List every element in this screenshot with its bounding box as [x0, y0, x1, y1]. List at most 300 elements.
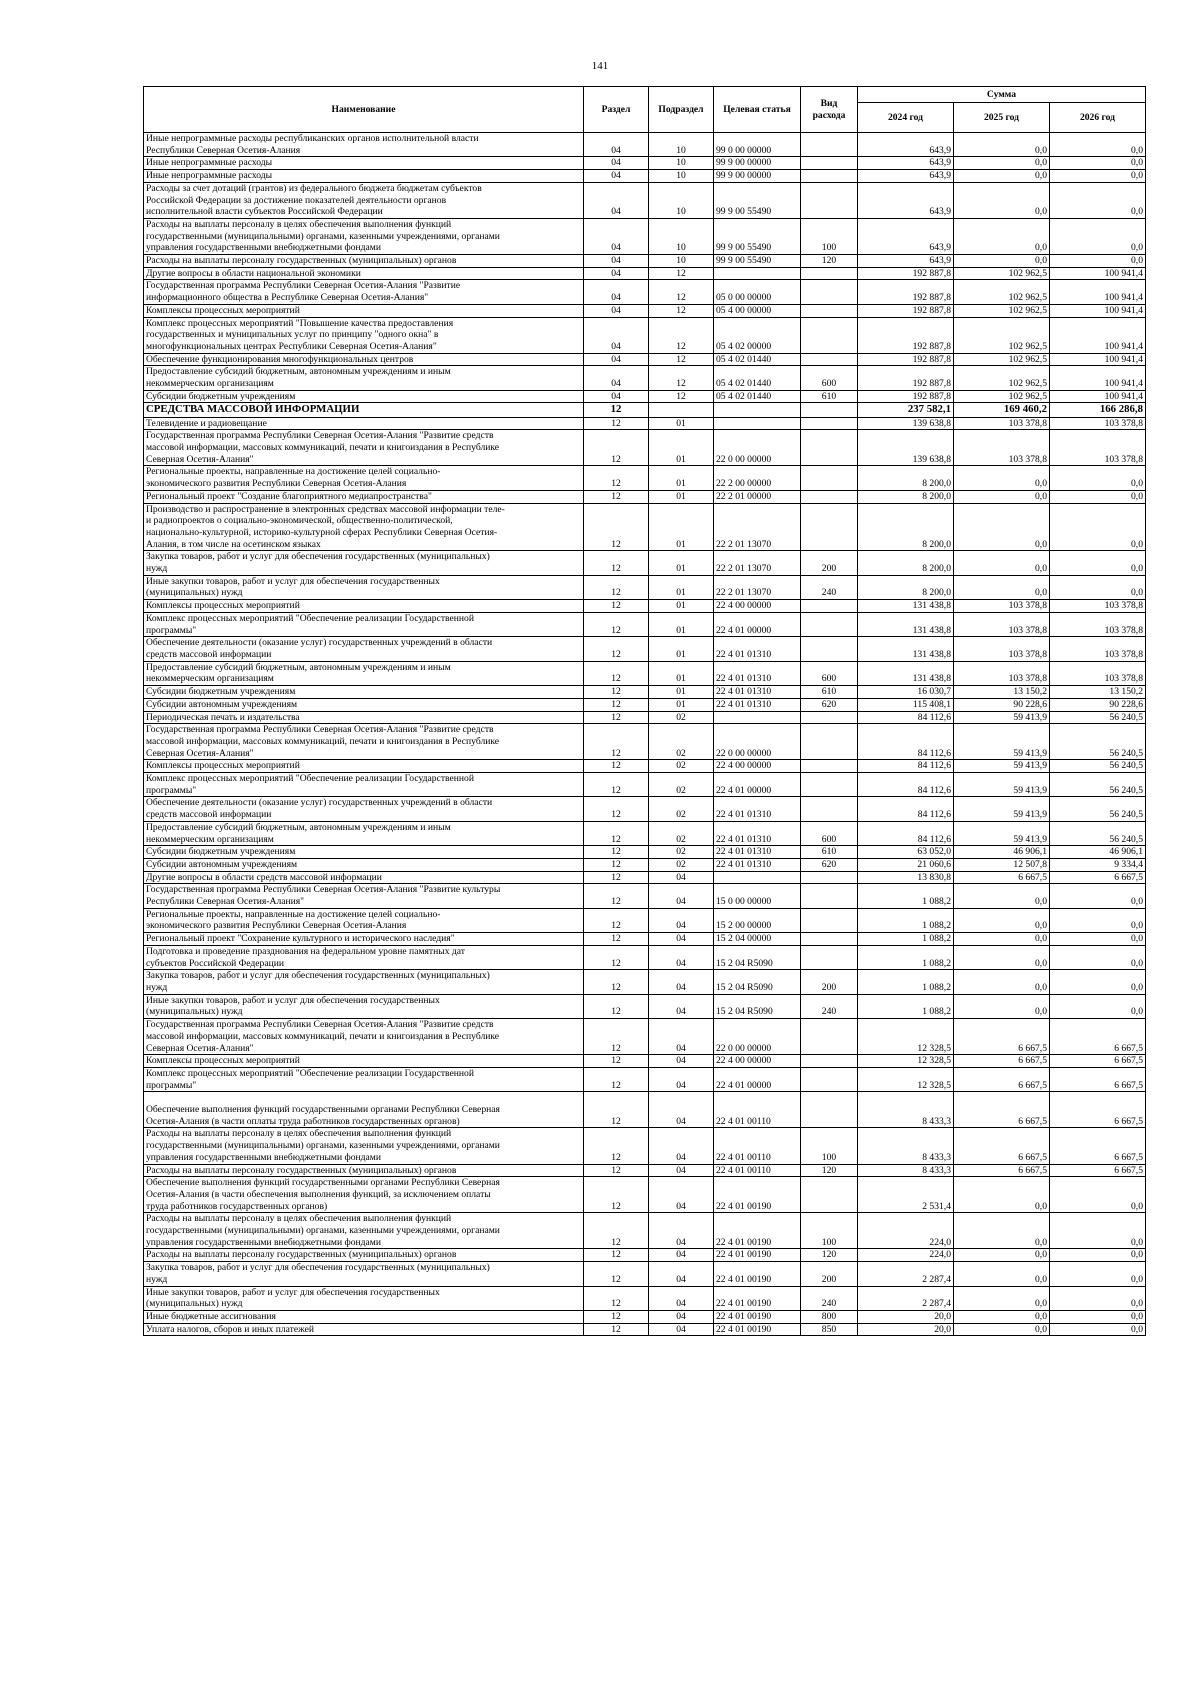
cell-type	[801, 1177, 858, 1213]
cell-name: Субсидии автономным учреждениям	[144, 698, 584, 711]
table-row	[144, 403, 1146, 417]
cell-2025: 102 962,5	[954, 280, 1050, 304]
cell-target: 22 4 01 00190	[714, 1213, 801, 1249]
cell-target	[714, 267, 801, 280]
cell-section: 12	[584, 871, 649, 884]
cell-target: 99 9 00 55490	[714, 182, 801, 218]
cell-section: 12	[584, 1092, 649, 1128]
table-row	[144, 1323, 1146, 1336]
cell-name: Комплексы процессных мероприятий	[144, 600, 584, 613]
cell-2026: 0,0	[1050, 1249, 1146, 1262]
cell-section: 12	[584, 1177, 649, 1213]
cell-2025: 90 228,6	[954, 698, 1050, 711]
cell-2024: 21 060,6	[858, 858, 954, 871]
cell-section: 12	[584, 403, 649, 417]
cell-2025: 0,0	[954, 994, 1050, 1018]
cell-name: Субсидии бюджетным учреждениям	[144, 686, 584, 699]
cell-2025: 102 962,5	[954, 267, 1050, 280]
table-row	[144, 970, 1146, 994]
table-row	[144, 503, 1146, 551]
cell-type: 610	[801, 846, 858, 859]
table-row	[144, 821, 1146, 845]
cell-2025: 46 906,1	[954, 846, 1050, 859]
cell-name: Другие вопросы в области национальной экономики	[144, 267, 584, 280]
cell-name: Расходы за счет дотаций (грантов) из федерального бюджета бюджетам субъектов Российской Федерации за достижение показателей деятельности органов исполнительной власти субъектов Российской Федерации	[144, 182, 584, 218]
cell-name: Региональный проект "Создание благоприятного медиапространства"	[144, 490, 584, 503]
cell-2025: 59 413,9	[954, 773, 1050, 797]
cell-2025: 0,0	[954, 1262, 1050, 1286]
cell-type	[801, 280, 858, 304]
cell-subsection: 01	[649, 698, 714, 711]
cell-type	[801, 157, 858, 170]
table-row	[144, 490, 1146, 503]
cell-subsection: 12	[649, 304, 714, 317]
cell-2025: 102 962,5	[954, 353, 1050, 366]
cell-section: 12	[584, 1067, 649, 1091]
cell-name: Субсидии бюджетным учреждениям	[144, 390, 584, 403]
cell-name: Предоставление субсидий бюджетным, автономным учреждениям и иным некоммерческим организациям	[144, 821, 584, 845]
cell-target: 99 9 00 55490	[714, 218, 801, 254]
cell-2024: 131 438,8	[858, 600, 954, 613]
cell-type	[801, 1092, 858, 1128]
cell-2026: 0,0	[1050, 1177, 1146, 1213]
cell-subsection: 01	[649, 612, 714, 636]
cell-target: 22 4 01 01310	[714, 686, 801, 699]
cell-section: 04	[584, 170, 649, 183]
cell-target: 22 4 00 00000	[714, 760, 801, 773]
cell-name: Расходы на выплаты персоналу в целях обеспечения выполнения функций государственными (муниципальными) органами, казенными учреждениями, органами управления государственными внебюджетными фондами	[144, 218, 584, 254]
cell-2024: 63 052,0	[858, 846, 954, 859]
cell-type	[801, 490, 858, 503]
cell-type	[801, 711, 858, 724]
cell-name: Телевидение и радиовещание	[144, 417, 584, 430]
cell-type	[801, 945, 858, 969]
cell-subsection: 04	[649, 970, 714, 994]
cell-target: 22 4 01 00190	[714, 1177, 801, 1213]
cell-2024: 192 887,8	[858, 317, 954, 353]
cell-2024: 139 638,8	[858, 430, 954, 466]
cell-section: 12	[584, 661, 649, 685]
cell-target: 15 2 00 00000	[714, 908, 801, 932]
cell-section: 12	[584, 637, 649, 661]
cell-target: 22 4 01 00190	[714, 1249, 801, 1262]
cell-2025: 0,0	[954, 490, 1050, 503]
cell-type: 120	[801, 1164, 858, 1177]
cell-2024: 20,0	[858, 1310, 954, 1323]
cell-2026: 6 667,5	[1050, 871, 1146, 884]
cell-section: 12	[584, 1213, 649, 1249]
cell-type: 100	[801, 1128, 858, 1164]
cell-name: Государственная программа Республики Северная Осетия-Алания "Развитие средств массовой информации, массовых коммуникаций, печати и книгоиздания в Республике Северная Осетия-Алания"	[144, 1019, 584, 1055]
cell-section: 12	[584, 600, 649, 613]
cell-2026: 0,0	[1050, 133, 1146, 157]
cell-type	[801, 637, 858, 661]
cell-2026: 0,0	[1050, 884, 1146, 908]
cell-2024: 8 200,0	[858, 551, 954, 575]
cell-type: 610	[801, 686, 858, 699]
table-row	[144, 430, 1146, 466]
cell-name: Иные непрограммные расходы республиканских органов исполнительной власти Республики Северная Осетия-Алания	[144, 133, 584, 157]
cell-subsection: 01	[649, 503, 714, 551]
cell-2026: 100 941,4	[1050, 390, 1146, 403]
cell-target: 22 4 01 00110	[714, 1164, 801, 1177]
cell-type: 240	[801, 575, 858, 599]
cell-subsection: 04	[649, 908, 714, 932]
cell-target: 22 0 00 00000	[714, 430, 801, 466]
cell-2024: 84 112,6	[858, 797, 954, 821]
cell-2024: 13 830,8	[858, 871, 954, 884]
cell-2026: 0,0	[1050, 218, 1146, 254]
cell-2025: 103 378,8	[954, 430, 1050, 466]
cell-section: 12	[584, 1164, 649, 1177]
cell-2024: 8 200,0	[858, 490, 954, 503]
cell-type	[801, 884, 858, 908]
cell-name: СРЕДСТВА МАССОВОЙ ИНФОРМАЦИИ	[144, 403, 584, 417]
cell-2025: 102 962,5	[954, 317, 1050, 353]
cell-2025: 0,0	[954, 1310, 1050, 1323]
cell-target: 22 4 01 01310	[714, 821, 801, 845]
cell-section: 04	[584, 182, 649, 218]
cell-subsection: 04	[649, 945, 714, 969]
cell-target: 22 4 01 01310	[714, 661, 801, 685]
table-row	[144, 773, 1146, 797]
cell-subsection: 04	[649, 884, 714, 908]
cell-target: 99 0 00 00000	[714, 133, 801, 157]
cell-2026: 56 240,5	[1050, 760, 1146, 773]
header-type: Вид расхода	[801, 87, 858, 133]
table-row	[144, 994, 1146, 1018]
cell-section: 12	[584, 1019, 649, 1055]
cell-type	[801, 1019, 858, 1055]
table-row	[144, 366, 1146, 390]
table-row	[144, 157, 1146, 170]
cell-section: 12	[584, 551, 649, 575]
cell-2026: 56 240,5	[1050, 711, 1146, 724]
cell-name: Субсидии автономным учреждениям	[144, 858, 584, 871]
cell-target: 22 4 01 01310	[714, 698, 801, 711]
cell-section: 04	[584, 267, 649, 280]
cell-target: 15 2 04 R5090	[714, 994, 801, 1018]
table-row	[144, 1249, 1146, 1262]
cell-type: 100	[801, 1213, 858, 1249]
table-row	[144, 1262, 1146, 1286]
cell-2024: 192 887,8	[858, 353, 954, 366]
cell-type	[801, 600, 858, 613]
cell-target: 22 4 01 00190	[714, 1286, 801, 1310]
header-2024: 2024 год	[858, 103, 954, 133]
table-row	[144, 846, 1146, 859]
cell-2025: 0,0	[954, 1323, 1050, 1336]
table-row	[144, 280, 1146, 304]
cell-target: 15 2 04 00000	[714, 933, 801, 946]
cell-2026: 100 941,4	[1050, 317, 1146, 353]
cell-name: Комплексы процессных мероприятий	[144, 1055, 584, 1068]
cell-target: 22 2 01 13070	[714, 503, 801, 551]
cell-target: 05 4 02 01440	[714, 353, 801, 366]
cell-name: Комплексы процессных мероприятий	[144, 760, 584, 773]
cell-2025: 102 962,5	[954, 304, 1050, 317]
cell-2024: 1 088,2	[858, 970, 954, 994]
cell-section: 12	[584, 1128, 649, 1164]
cell-type	[801, 612, 858, 636]
cell-2024: 84 112,6	[858, 711, 954, 724]
cell-name: Субсидии бюджетным учреждениям	[144, 846, 584, 859]
cell-2026: 56 240,5	[1050, 797, 1146, 821]
cell-2026: 6 667,5	[1050, 1067, 1146, 1091]
budget-table	[143, 86, 1146, 1336]
table-row	[144, 466, 1146, 490]
cell-2024: 643,9	[858, 182, 954, 218]
cell-name: Периодическая печать и издательства	[144, 711, 584, 724]
cell-2026: 0,0	[1050, 970, 1146, 994]
cell-2026: 0,0	[1050, 1323, 1146, 1336]
cell-type	[801, 170, 858, 183]
table-row	[144, 1310, 1146, 1323]
cell-subsection: 04	[649, 1323, 714, 1336]
cell-target	[714, 403, 801, 417]
cell-2026: 56 240,5	[1050, 821, 1146, 845]
table-row	[144, 1286, 1146, 1310]
cell-type: 850	[801, 1323, 858, 1336]
cell-type: 600	[801, 821, 858, 845]
cell-target: 22 4 01 00000	[714, 612, 801, 636]
cell-section: 12	[584, 724, 649, 760]
cell-section: 12	[584, 773, 649, 797]
cell-2024: 12 328,5	[858, 1055, 954, 1068]
cell-2025: 6 667,5	[954, 1092, 1050, 1128]
cell-target: 05 4 02 01440	[714, 366, 801, 390]
header-section: Раздел	[584, 87, 649, 133]
cell-2026: 56 240,5	[1050, 773, 1146, 797]
cell-section: 12	[584, 466, 649, 490]
cell-type	[801, 403, 858, 417]
cell-2025: 0,0	[954, 908, 1050, 932]
cell-name: Расходы на выплаты персоналу государственных (муниципальных) органов	[144, 255, 584, 268]
table-row	[144, 317, 1146, 353]
cell-name: Уплата налогов, сборов и иных платежей	[144, 1323, 584, 1336]
cell-2025: 59 413,9	[954, 821, 1050, 845]
cell-2026: 56 240,5	[1050, 724, 1146, 760]
cell-subsection: 04	[649, 1262, 714, 1286]
cell-section: 12	[584, 612, 649, 636]
cell-2026: 100 941,4	[1050, 366, 1146, 390]
cell-section: 04	[584, 317, 649, 353]
cell-2024: 16 030,7	[858, 686, 954, 699]
cell-section: 12	[584, 821, 649, 845]
cell-type: 120	[801, 255, 858, 268]
cell-name: Государственная программа Республики Северная Осетия-Алания "Развитие средств массовой информации, массовых коммуникаций, печати и книгоиздания в Республике Северная Осетия-Алания"	[144, 724, 584, 760]
cell-name: Обеспечение выполнения функций государственными органами Республики Северная Осетия-Алания (в части обеспечения выполнения функций, за исключением оплаты труда работников государственных органов)	[144, 1177, 584, 1213]
cell-2026: 103 378,8	[1050, 417, 1146, 430]
cell-2026: 46 906,1	[1050, 846, 1146, 859]
cell-2026: 0,0	[1050, 466, 1146, 490]
cell-2024: 20,0	[858, 1323, 954, 1336]
cell-name: Комплекс процессных мероприятий "Обеспечение реализации Государственной программы"	[144, 612, 584, 636]
cell-target: 15 2 04 R5090	[714, 970, 801, 994]
table-row	[144, 1213, 1146, 1249]
cell-target: 22 4 00 00000	[714, 600, 801, 613]
cell-2026: 0,0	[1050, 908, 1146, 932]
table-row	[144, 1128, 1146, 1164]
cell-section: 12	[584, 908, 649, 932]
cell-section: 12	[584, 503, 649, 551]
cell-2026: 0,0	[1050, 1262, 1146, 1286]
cell-type	[801, 182, 858, 218]
cell-type: 600	[801, 366, 858, 390]
cell-name: Комплекс процессных мероприятий "Обеспечение реализации Государственной программы"	[144, 1067, 584, 1091]
cell-subsection: 10	[649, 182, 714, 218]
table-row	[144, 218, 1146, 254]
cell-2025: 59 413,9	[954, 724, 1050, 760]
table-row	[144, 945, 1146, 969]
cell-name: Региональный проект "Сохранение культурного и исторического наследия"	[144, 933, 584, 946]
cell-type	[801, 503, 858, 551]
cell-2026: 6 667,5	[1050, 1092, 1146, 1128]
table-row	[144, 417, 1146, 430]
cell-2024: 84 112,6	[858, 760, 954, 773]
cell-2024: 8 200,0	[858, 466, 954, 490]
cell-2025: 0,0	[954, 1286, 1050, 1310]
cell-target: 99 9 00 00000	[714, 170, 801, 183]
cell-type: 100	[801, 218, 858, 254]
cell-subsection: 04	[649, 1177, 714, 1213]
cell-type	[801, 760, 858, 773]
table-row	[144, 637, 1146, 661]
cell-2024: 84 112,6	[858, 724, 954, 760]
cell-2024: 1 088,2	[858, 994, 954, 1018]
cell-2026: 9 334,4	[1050, 858, 1146, 871]
table-row	[144, 661, 1146, 685]
cell-2026: 103 378,8	[1050, 430, 1146, 466]
cell-2024: 131 438,8	[858, 637, 954, 661]
cell-name: Иные закупки товаров, работ и услуг для обеспечения государственных (муниципальных) нужд	[144, 575, 584, 599]
cell-name: Комплекс процессных мероприятий "Повышение качества предоставления государственных и муниципальных услуг по принципу "одного окна" в многофункциональных центрах Республики Северная Осетия-Алания"	[144, 317, 584, 353]
header-subsection: Подраздел	[649, 87, 714, 133]
cell-type	[801, 773, 858, 797]
cell-subsection: 02	[649, 797, 714, 821]
cell-section: 12	[584, 686, 649, 699]
table-row	[144, 797, 1146, 821]
cell-2026: 100 941,4	[1050, 353, 1146, 366]
cell-type	[801, 1067, 858, 1091]
cell-target: 22 0 00 00000	[714, 1019, 801, 1055]
cell-section: 04	[584, 218, 649, 254]
cell-2026: 103 378,8	[1050, 612, 1146, 636]
cell-section: 04	[584, 133, 649, 157]
cell-name: Расходы на выплаты персоналу в целях обеспечения выполнения функций государственными (муниципальными) органами, казенными учреждениями, органами управления государственными внебюджетными фондами	[144, 1128, 584, 1164]
cell-2025: 6 667,5	[954, 1128, 1050, 1164]
cell-2025: 0,0	[954, 182, 1050, 218]
cell-2024: 131 438,8	[858, 661, 954, 685]
cell-subsection: 01	[649, 661, 714, 685]
cell-subsection: 01	[649, 686, 714, 699]
cell-section: 12	[584, 1262, 649, 1286]
cell-subsection: 04	[649, 933, 714, 946]
cell-type: 620	[801, 858, 858, 871]
table-row	[144, 575, 1146, 599]
cell-2025: 0,0	[954, 1249, 1050, 1262]
cell-target: 22 4 01 01310	[714, 637, 801, 661]
cell-2024: 8 200,0	[858, 503, 954, 551]
cell-2026: 6 667,5	[1050, 1055, 1146, 1068]
cell-subsection: 10	[649, 133, 714, 157]
cell-name: Обеспечение деятельности (оказание услуг) государственных учреждений в области средств массовой информации	[144, 797, 584, 821]
cell-section: 04	[584, 390, 649, 403]
cell-type	[801, 933, 858, 946]
cell-2026: 6 667,5	[1050, 1128, 1146, 1164]
cell-name: Предоставление субсидий бюджетным, автономным учреждениям и иным некоммерческим организациям	[144, 661, 584, 685]
cell-2024: 1 088,2	[858, 933, 954, 946]
table-row	[144, 884, 1146, 908]
cell-name: Подготовка и проведение празднования на федеральном уровне памятных дат субъектов Российской Федерации	[144, 945, 584, 969]
cell-2025: 169 460,2	[954, 403, 1050, 417]
table-row	[144, 871, 1146, 884]
cell-2026: 6 667,5	[1050, 1019, 1146, 1055]
cell-section: 12	[584, 1249, 649, 1262]
cell-target: 05 4 02 01440	[714, 390, 801, 403]
cell-2025: 102 962,5	[954, 390, 1050, 403]
cell-2024: 192 887,8	[858, 304, 954, 317]
cell-type	[801, 353, 858, 366]
page-number: 141	[591, 60, 609, 72]
cell-type	[801, 430, 858, 466]
cell-2025: 0,0	[954, 170, 1050, 183]
cell-type	[801, 797, 858, 821]
cell-target: 22 4 01 01310	[714, 858, 801, 871]
cell-subsection: 12	[649, 280, 714, 304]
cell-2025: 0,0	[954, 466, 1050, 490]
cell-name: Производство и распространение в электронных средствах массовой информации теле- и радиопроектов о социально-экономической, общественно-политической, национально-культурной, историко-культурной сферах Республики Северная Осетия- Алания, в том числе на осетинском языках	[144, 503, 584, 551]
cell-2024: 8 433,3	[858, 1164, 954, 1177]
table-row	[144, 304, 1146, 317]
cell-section: 12	[584, 945, 649, 969]
table-body	[144, 133, 1146, 1336]
cell-target: 05 4 02 00000	[714, 317, 801, 353]
cell-name: Государственная программа Республики Северная Осетия-Алания "Развитие информационного общества в Республике Северная Осетия-Алания"	[144, 280, 584, 304]
cell-type: 200	[801, 1262, 858, 1286]
cell-target	[714, 871, 801, 884]
cell-target: 22 4 01 00110	[714, 1128, 801, 1164]
cell-subsection: 02	[649, 760, 714, 773]
cell-target: 05 0 00 00000	[714, 280, 801, 304]
cell-2024: 192 887,8	[858, 267, 954, 280]
cell-2024: 84 112,6	[858, 821, 954, 845]
cell-2025: 0,0	[954, 945, 1050, 969]
cell-2025: 0,0	[954, 255, 1050, 268]
cell-2025: 0,0	[954, 575, 1050, 599]
cell-2026: 0,0	[1050, 1286, 1146, 1310]
table-row	[144, 390, 1146, 403]
cell-2025: 103 378,8	[954, 661, 1050, 685]
cell-target: 22 4 01 01310	[714, 797, 801, 821]
cell-subsection: 04	[649, 871, 714, 884]
cell-section: 12	[584, 933, 649, 946]
table-row	[144, 600, 1146, 613]
cell-target: 15 0 00 00000	[714, 884, 801, 908]
cell-type	[801, 417, 858, 430]
cell-name: Закупка товаров, работ и услуг для обеспечения государственных (муниципальных) нужд	[144, 1262, 584, 1286]
cell-type	[801, 267, 858, 280]
cell-subsection: 01	[649, 430, 714, 466]
cell-type: 240	[801, 994, 858, 1018]
cell-target: 99 9 00 00000	[714, 157, 801, 170]
cell-subsection: 04	[649, 1213, 714, 1249]
cell-2025: 59 413,9	[954, 760, 1050, 773]
cell-type: 200	[801, 970, 858, 994]
cell-type: 600	[801, 661, 858, 685]
header-2026: 2026 год	[1050, 103, 1146, 133]
header-name: Наименование	[144, 87, 584, 133]
